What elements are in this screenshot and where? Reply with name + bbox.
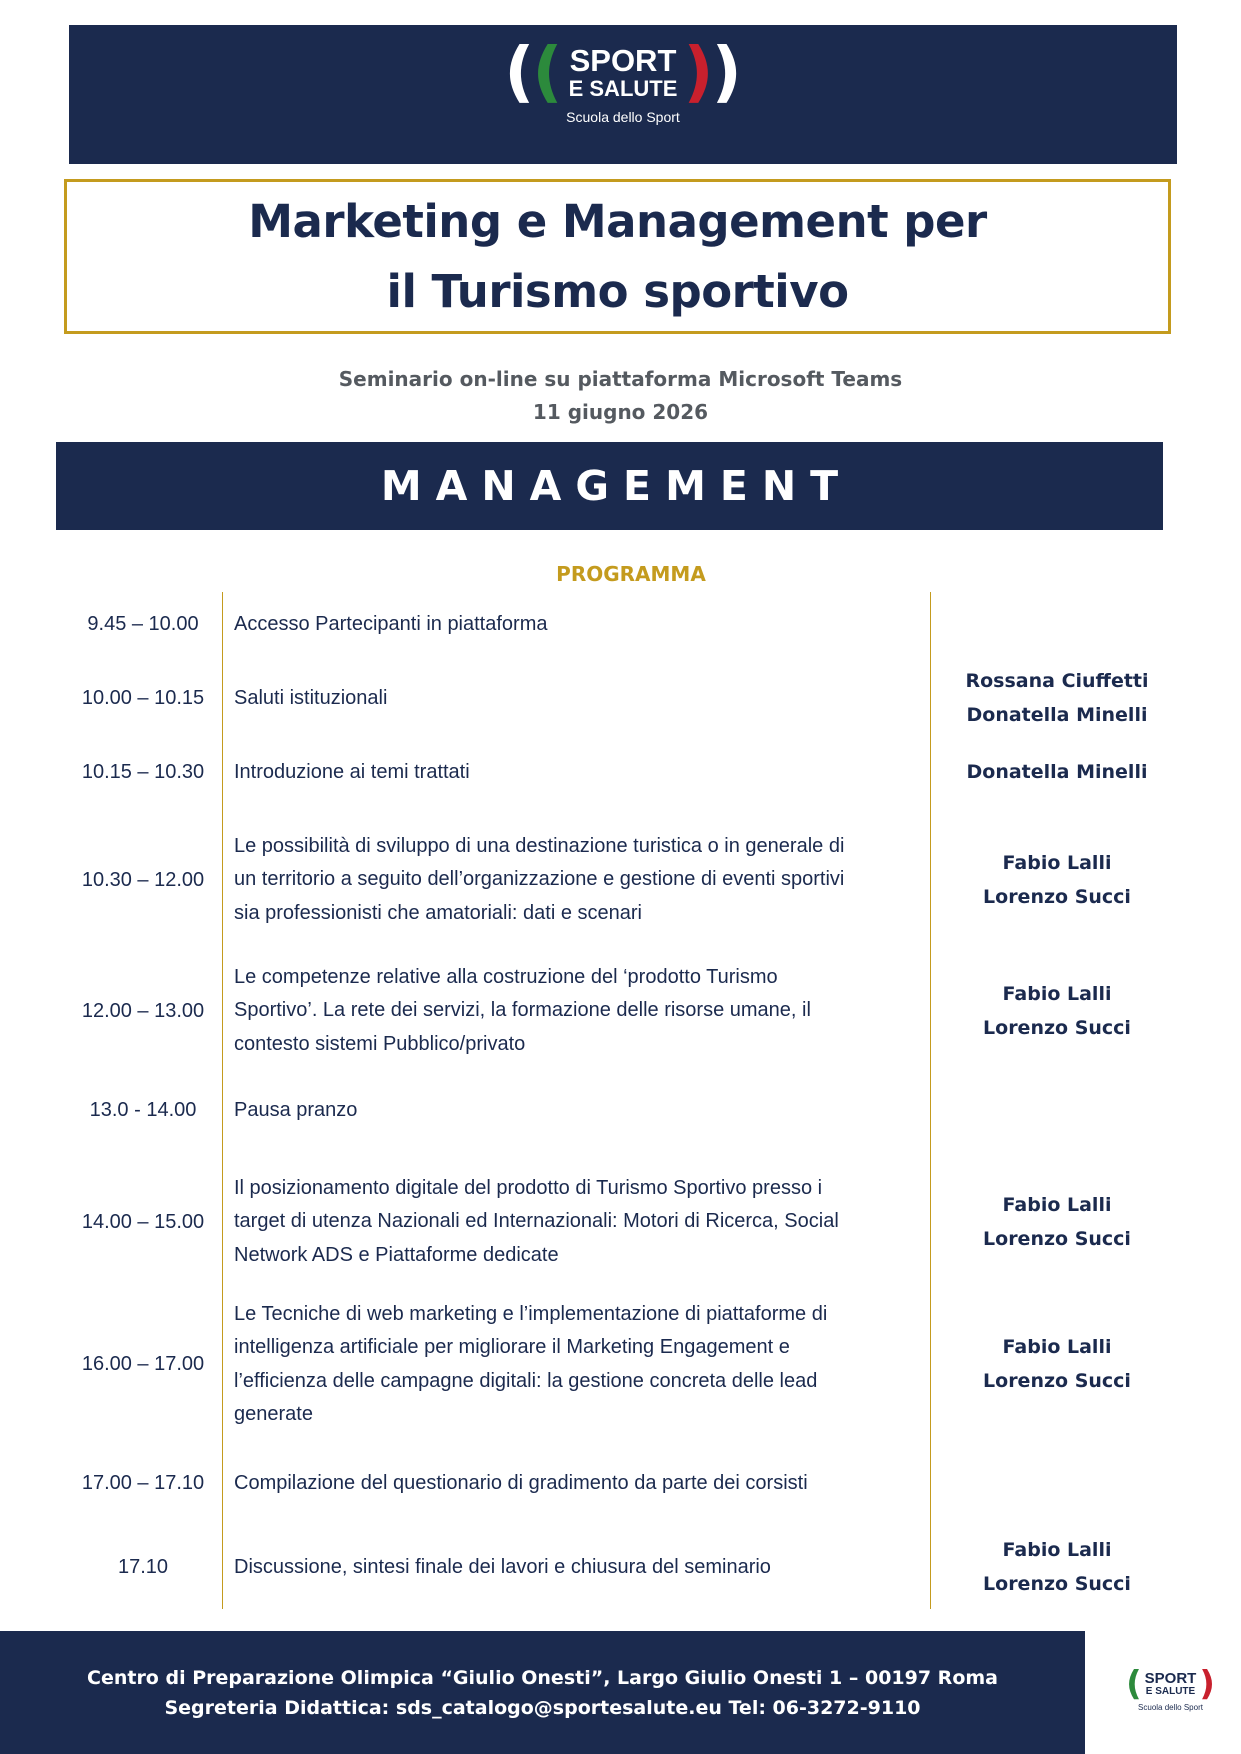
- row-time: 16.00 – 17.00: [81, 1353, 205, 1375]
- row-time: 10.15 – 10.30: [81, 761, 205, 783]
- speaker-name: Donatella Minelli: [966, 703, 1148, 726]
- row-activity: [234, 608, 914, 641]
- seminar-date: 11 giugno 2026: [532, 400, 709, 424]
- activity-line: Le Tecniche di web marketing e l’implementazione di piattaforme di: [234, 1303, 828, 1325]
- activity-line: generate: [234, 1403, 313, 1426]
- row-time: 10.30 – 12.00: [81, 869, 205, 891]
- row-activity: [234, 682, 914, 715]
- row-time: 9.45 – 10.00: [87, 613, 199, 635]
- seminar-description: Seminario on-line su piattaforma Microsoft Teams: [338, 367, 903, 391]
- activity-line: Saluti istituzionali: [234, 687, 388, 709]
- row-time: 17.00 – 17.10: [81, 1472, 205, 1494]
- row-activity: [234, 830, 914, 930]
- activity-line: intelligenza artificiale per migliorare il Marketing Engagement e: [234, 1336, 790, 1359]
- logo-red-stroke-icon: ): [683, 33, 714, 110]
- row-speakers: [938, 756, 1176, 790]
- activity-line: sia professionisti che amatoriali: dati e scenari: [234, 901, 642, 924]
- row-speakers: [938, 1534, 1176, 1601]
- logo-red-bracket-icon: ): [1199, 1664, 1215, 1704]
- activity-line: Network ADS e Piattaforme dedicate: [234, 1243, 559, 1266]
- activity-line: Introduzione ai temi trattati: [234, 761, 470, 783]
- speaker-name: Fabio Lalli: [1002, 852, 1112, 874]
- activity-line: Le competenze relative alla costruzione del ‘prodotto Turismo: [234, 966, 778, 988]
- row-time: 14.00 – 15.00: [81, 1211, 205, 1233]
- page-title-line-1: Marketing e Management per: [248, 194, 987, 248]
- activity-line: target di utenza Nazionali ed Internazionali: Motori di Ricerca, Social: [234, 1210, 839, 1233]
- logo-green-bracket-icon: (: [504, 33, 535, 110]
- speaker-name: Lorenzo Succi: [983, 1016, 1131, 1039]
- activity-line: Pausa pranzo: [234, 1099, 358, 1121]
- logo-subtitle: Scuola dello Sport: [566, 109, 680, 125]
- activity-line: contesto sistemi Pubblico/privato: [234, 1032, 526, 1055]
- speaker-column-divider: [930, 592, 931, 1609]
- row-activity: [234, 961, 914, 1061]
- activity-line: Discussione, sintesi finale dei lavori e chiusura del seminario: [234, 1556, 771, 1578]
- sport-e-salute-logo: [69, 33, 1177, 125]
- activity-line: Compilazione del questionario di gradimento da parte dei corsisti: [234, 1472, 808, 1494]
- speaker-name: Rossana Ciuffetti: [965, 670, 1149, 692]
- section-band: [56, 442, 1163, 530]
- logo-white-bracket-icon: ): [711, 33, 742, 110]
- title-box: [64, 179, 1171, 334]
- footer-band: [0, 1631, 1085, 1754]
- row-activity: [234, 1172, 914, 1272]
- row-activity: [234, 1298, 914, 1432]
- activity-line: Accesso Partecipanti in piattaforma: [234, 613, 548, 635]
- row-time: 17.10: [117, 1556, 169, 1578]
- row-time: 10.00 – 10.15: [81, 687, 205, 709]
- logo-green-bracket-icon: (: [1126, 1664, 1142, 1704]
- speaker-name: Lorenzo Succi: [983, 885, 1131, 908]
- logo-line-2: E SALUTE: [568, 75, 678, 101]
- speaker-name: Lorenzo Succi: [983, 1572, 1131, 1595]
- speaker-name: Fabio Lalli: [1002, 1336, 1112, 1358]
- row-speakers: [938, 1331, 1176, 1398]
- header-band: [69, 25, 1177, 164]
- section-title: MANAGEMENT: [380, 462, 853, 510]
- program-heading: PROGRAMMA: [556, 562, 706, 586]
- activity-line: Il posizionamento digitale del prodotto di Turismo Sportivo presso i: [234, 1177, 823, 1199]
- page-title-line-2: il Turismo sportivo: [386, 264, 849, 318]
- activity-line: Sportivo’. La rete dei servizi, la formazione delle risorse umane, il: [234, 999, 811, 1022]
- row-activity: [234, 756, 914, 789]
- speaker-name: Fabio Lalli: [1002, 1194, 1112, 1216]
- row-time: 12.00 – 13.00: [81, 1000, 205, 1022]
- activity-line: un territorio a seguito dell’organizzazione e gestione di eventi sportivi: [234, 868, 845, 891]
- logo-green-stroke-icon: (: [532, 33, 563, 110]
- row-speakers: [938, 1189, 1176, 1256]
- footer-logo: [1100, 1664, 1241, 1712]
- time-column-divider: [222, 592, 223, 1609]
- row-time: 13.0 - 14.00: [89, 1099, 197, 1121]
- activity-line: l’efficienza delle campagne digitali: la gestione concreta delle lead: [234, 1369, 818, 1392]
- activity-line: Le possibilità di sviluppo di una destinazione turistica o in generale di: [234, 835, 845, 857]
- logo-line-1: SPORT: [1144, 1670, 1197, 1687]
- row-speakers: [938, 847, 1176, 914]
- row-activity: [234, 1551, 914, 1584]
- speaker-name: Fabio Lalli: [1002, 983, 1112, 1005]
- footer-contact: Segreteria Didattica: sds_catalogo@sportesalute.eu Tel: 06-3272-9110: [164, 1696, 921, 1719]
- speaker-name: Donatella Minelli: [966, 761, 1148, 783]
- logo-line-2: E SALUTE: [1145, 1686, 1196, 1697]
- logo-subtitle: Scuola dello Sport: [1138, 1703, 1203, 1712]
- footer-address: Centro di Preparazione Olimpica “Giulio Onesti”, Largo Giulio Onesti 1 – 00197 Roma: [87, 1666, 998, 1689]
- row-activity: [234, 1094, 914, 1127]
- speaker-name: Lorenzo Succi: [983, 1369, 1131, 1392]
- speaker-name: Fabio Lalli: [1002, 1539, 1112, 1561]
- speaker-name: Lorenzo Succi: [983, 1227, 1131, 1250]
- row-activity: [234, 1467, 914, 1500]
- logo-line-1: SPORT: [569, 42, 677, 78]
- row-speakers: [938, 978, 1176, 1045]
- row-speakers: [938, 665, 1176, 732]
